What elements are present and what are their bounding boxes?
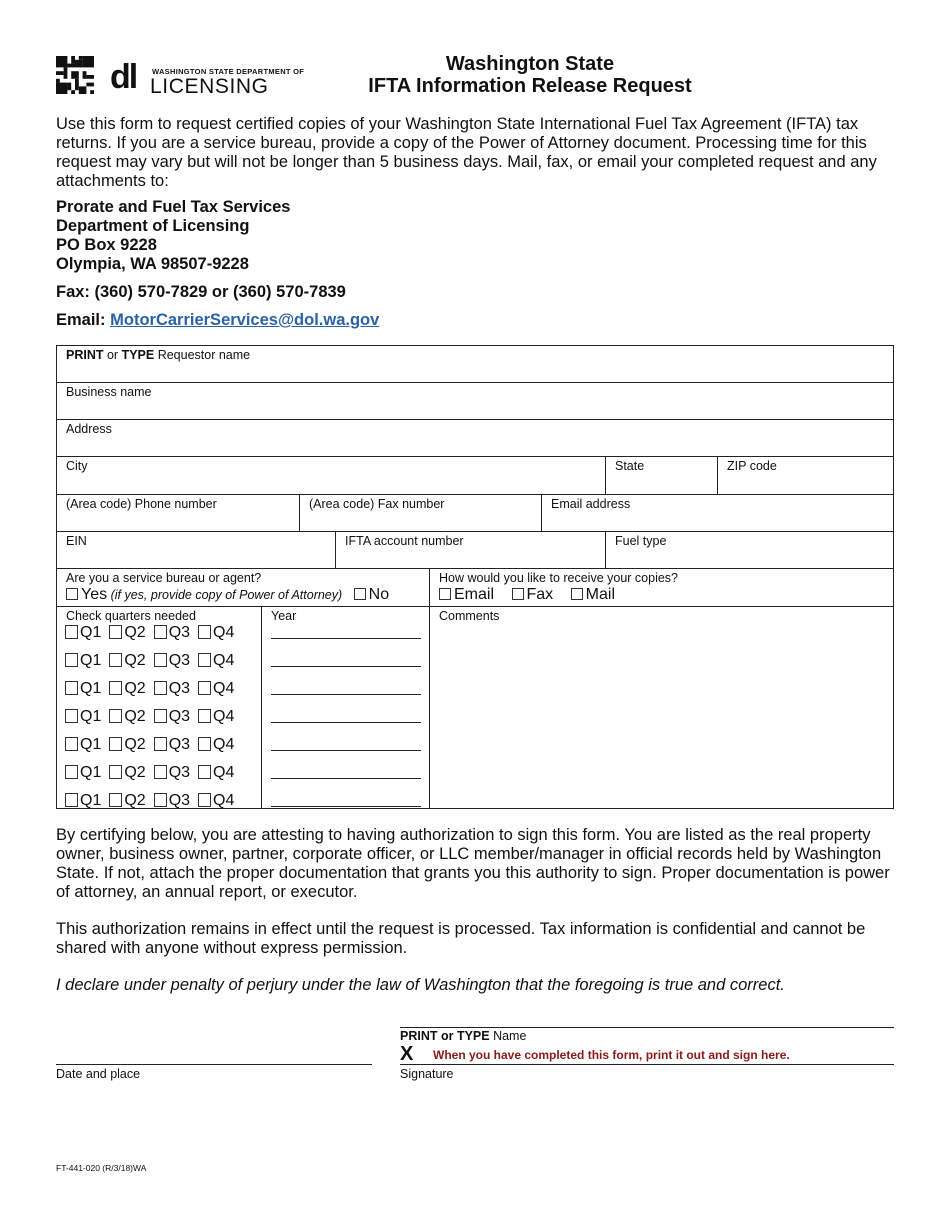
title-line-2: IFTA Information Release Request [368, 75, 692, 97]
name-label: Name [489, 1029, 527, 1043]
yes-note: (if yes, provide copy of Power of Attorney) [110, 588, 343, 602]
signature-line[interactable] [400, 1064, 894, 1065]
authorization-paragraph: This authorization remains in effect until the request is processed. Tax information is confidential and cannot be shared with anyone without express permission. [56, 920, 866, 957]
page-title [320, 53, 740, 97]
quarter-q3-checkbox[interactable] [154, 737, 167, 751]
quarter-row [65, 624, 234, 642]
quarter-q3-checkbox[interactable] [154, 709, 167, 723]
fuel-type-field[interactable] [606, 532, 893, 569]
zip-field[interactable] [718, 457, 893, 495]
service-bureau-section [57, 569, 430, 607]
quarter-q3-checkbox[interactable] [154, 793, 167, 807]
fax-numbers: Fax: (360) 570-7829 or (360) 570-7839 [56, 283, 346, 301]
quarter-label: Q4 [213, 792, 235, 809]
fax-field[interactable] [300, 495, 542, 532]
sign-instruction: When you have completed this form, print it out and sign here. [433, 1048, 790, 1062]
city-field[interactable] [57, 457, 606, 495]
quarter-q4-checkbox[interactable] [198, 793, 211, 807]
no-checkbox[interactable] [354, 588, 366, 600]
quarters-label: Check quarters needed [66, 609, 196, 623]
quarter-q4-checkbox[interactable] [198, 681, 211, 695]
quarter-q1-checkbox[interactable] [65, 709, 78, 723]
barcode-icon [56, 56, 94, 94]
name-line [400, 1027, 894, 1028]
quarter-label: Q1 [80, 708, 102, 725]
quarter-q2-checkbox[interactable] [109, 765, 122, 779]
quarter-q4-checkbox[interactable] [198, 653, 211, 667]
quarter-q1-checkbox[interactable] [65, 793, 78, 807]
email-option-label: Email [454, 586, 495, 603]
year-input-line[interactable] [271, 806, 421, 807]
quarter-q1-checkbox[interactable] [65, 737, 78, 751]
year-input-line[interactable] [271, 694, 421, 695]
quarter-q2-checkbox[interactable] [109, 737, 122, 751]
quarter-label: Q2 [124, 680, 146, 697]
requestor-type-bold: TYPE [121, 348, 155, 362]
receive-method-section [430, 569, 893, 607]
quarter-row [65, 792, 234, 810]
mail-option-label: Mail [585, 586, 615, 603]
quarter-label: Q3 [168, 680, 191, 697]
print-name-field[interactable] [400, 1029, 526, 1043]
quarter-label: Q1 [80, 680, 102, 697]
quarter-label: Q2 [124, 736, 146, 753]
form-code: FT-441-020 (R/3/18)WA [56, 1163, 147, 1173]
quarter-label: Q2 [124, 708, 146, 725]
quarter-q4-checkbox[interactable] [198, 625, 211, 639]
quarter-label: Q4 [213, 736, 235, 753]
quarter-label: Q2 [124, 624, 146, 641]
quarter-q4-checkbox[interactable] [198, 765, 211, 779]
year-divider [261, 607, 262, 808]
quarter-label: Q4 [213, 680, 235, 697]
fax-label: (Area code) Fax number [309, 497, 445, 511]
logo-licensing-text: LICENSING [150, 75, 269, 98]
phone-field[interactable] [57, 495, 300, 532]
address-line-3: PO Box 9228 [56, 236, 157, 254]
logo-department-text: WASHINGTON STATE DEPARTMENT OF [152, 67, 305, 76]
quarter-q2-checkbox[interactable] [109, 709, 122, 723]
mailing-address [56, 198, 290, 274]
perjury-declaration: I declare under penalty of perjury under the law of Washington that the foregoing is true and correct. [56, 976, 785, 994]
state-label: State [615, 459, 645, 473]
quarter-row [65, 680, 234, 698]
email-checkbox[interactable] [439, 588, 451, 600]
quarter-q4-checkbox[interactable] [198, 709, 211, 723]
quarter-label: Q1 [80, 736, 102, 753]
requestor-name-field[interactable] [57, 346, 893, 383]
requestor-or: or [103, 348, 122, 362]
email-address-label: Email address [551, 497, 631, 511]
email-address-field[interactable] [542, 495, 893, 532]
quarter-q2-checkbox[interactable] [109, 625, 122, 639]
service-bureau-question: Are you a service bureau or agent? [66, 571, 262, 585]
quarter-label: Q3 [168, 624, 191, 641]
zip-label: ZIP code [727, 459, 777, 473]
quarter-label: Q1 [80, 652, 102, 669]
fax-option-label: Fax [526, 586, 554, 603]
address-label: Address [66, 422, 112, 436]
address-line-2: Department of Licensing [56, 217, 250, 235]
quarter-row [65, 764, 234, 782]
quarter-label: Q3 [168, 708, 191, 725]
comments-field[interactable] [430, 607, 893, 808]
quarter-label: Q3 [168, 764, 191, 781]
address-field[interactable] [57, 420, 893, 457]
quarter-row [65, 736, 234, 754]
signature-label: Signature [400, 1067, 454, 1081]
ein-label: EIN [66, 534, 87, 548]
quarter-label: Q4 [213, 652, 235, 669]
request-form [56, 345, 894, 809]
name-print-bold: PRINT [400, 1029, 438, 1043]
quarter-label: Q3 [168, 652, 191, 669]
requestor-print-bold: PRINT [66, 348, 104, 362]
quarter-label: Q4 [213, 624, 235, 641]
quarter-q1-checkbox[interactable] [65, 765, 78, 779]
address-line-1: Prorate and Fuel Tax Services [56, 198, 291, 216]
requestor-label: Requestor name [154, 348, 251, 362]
quarter-label: Q1 [80, 792, 102, 809]
no-label: No [368, 586, 390, 603]
year-input-line[interactable] [271, 778, 421, 779]
quarter-label: Q1 [80, 624, 102, 641]
x-mark: X [400, 1043, 414, 1065]
date-place-label: Date and place [56, 1067, 141, 1081]
ein-field[interactable] [57, 532, 336, 569]
quarter-q1-checkbox[interactable] [65, 681, 78, 695]
email-link[interactable]: MotorCarrierServices@dol.wa.gov [110, 311, 380, 329]
quarter-row [65, 708, 234, 726]
year-input-line[interactable] [271, 666, 421, 667]
comments-label: Comments [439, 609, 500, 623]
fax-checkbox[interactable] [512, 588, 524, 600]
title-line-1: Washington State [445, 53, 615, 75]
quarter-q2-checkbox[interactable] [109, 653, 122, 667]
year-input-line[interactable] [271, 638, 421, 639]
mail-checkbox[interactable] [571, 588, 583, 600]
quarter-q2-checkbox[interactable] [109, 681, 122, 695]
quarter-label: Q2 [124, 652, 146, 669]
email-label: Email: [56, 311, 106, 329]
quarter-q3-checkbox[interactable] [154, 625, 167, 639]
quarters-section [57, 607, 430, 808]
year-input-line[interactable] [271, 750, 421, 751]
quarter-q1-checkbox[interactable] [65, 625, 78, 639]
name-type-bold: TYPE [456, 1029, 490, 1043]
logo-dl-mark: dl [110, 58, 137, 96]
year-input-line[interactable] [271, 722, 421, 723]
state-field[interactable] [606, 457, 718, 495]
year-label: Year [271, 609, 297, 623]
fuel-type-label: Fuel type [615, 534, 667, 548]
quarter-q3-checkbox[interactable] [154, 681, 167, 695]
quarter-label: Q3 [168, 792, 191, 809]
ifta-account-label: IFTA account number [345, 534, 464, 548]
intro-paragraph: Use this form to request certified copies of your Washington State International Fuel Tax Agreement (IFTA) tax returns. If you are a service bureau, provide a copy of the Power of Attorney document. Processing time for this request may vary but will not be longer than 5 business days. Mail, fax, or email your completed request and any attachments to: [56, 115, 877, 190]
quarter-label: Q2 [124, 792, 146, 809]
certification-paragraph: By certifying below, you are attesting to having authorization to sign this form. You are listed as the real property owner, business owner, partner, corporate officer, or LLC member/manager in official records held by Washington State. If not, attach the proper documentation that grants you this authority to sign. Proper documentation is power of attorney, an annual report, or executor. [56, 826, 890, 901]
yes-checkbox[interactable] [66, 588, 78, 600]
quarter-q2-checkbox[interactable] [109, 793, 122, 807]
quarter-label: Q3 [168, 736, 191, 753]
quarter-row [65, 652, 234, 670]
quarter-label: Q1 [80, 764, 102, 781]
email-line [56, 311, 379, 330]
quarter-q3-checkbox[interactable] [154, 765, 167, 779]
phone-label: (Area code) Phone number [66, 497, 217, 511]
ifta-account-field[interactable] [336, 532, 606, 569]
date-place-line[interactable] [56, 1064, 372, 1065]
business-name-field[interactable] [57, 383, 893, 420]
receive-question: How would you like to receive your copies? [439, 571, 679, 585]
city-label: City [66, 459, 88, 473]
quarter-label: Q4 [213, 764, 235, 781]
quarter-label: Q2 [124, 764, 146, 781]
quarter-label: Q4 [213, 708, 235, 725]
quarter-q1-checkbox[interactable] [65, 653, 78, 667]
address-line-4: Olympia, WA 98507-9228 [56, 255, 249, 273]
business-name-label: Business name [66, 385, 152, 399]
yes-label: Yes [81, 586, 108, 603]
name-or: or [437, 1029, 457, 1043]
quarter-q3-checkbox[interactable] [154, 653, 167, 667]
quarter-q4-checkbox[interactable] [198, 737, 211, 751]
